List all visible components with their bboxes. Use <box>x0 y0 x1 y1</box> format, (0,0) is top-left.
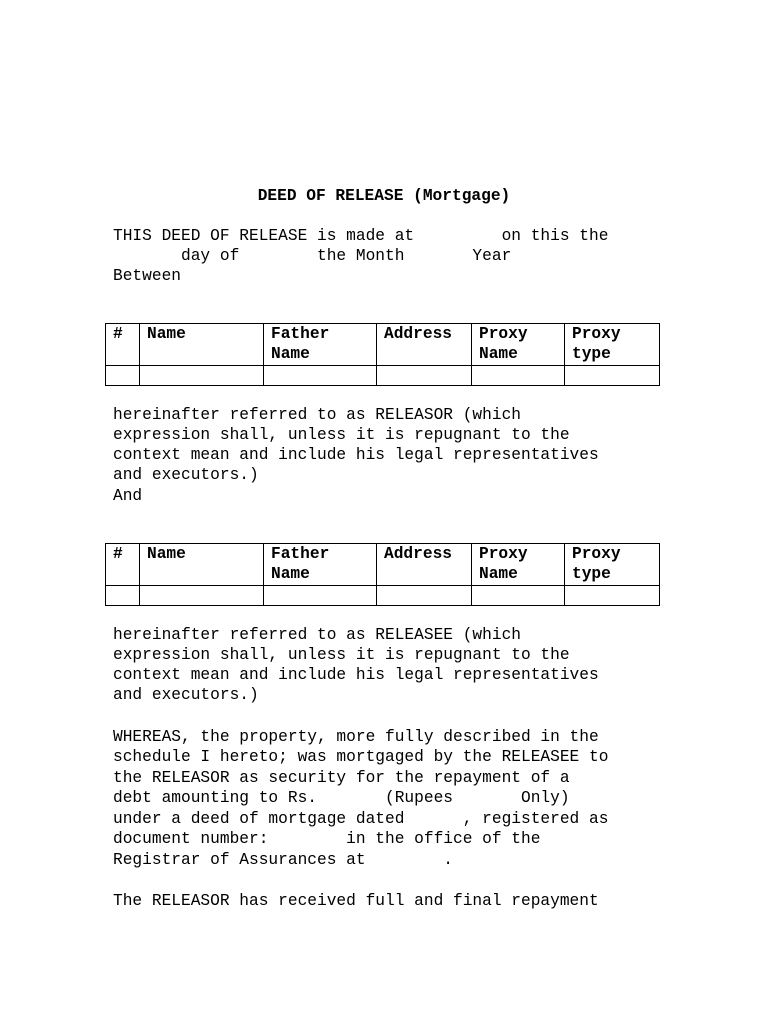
whereas-line-2: schedule I hereto; was mortgaged by the RELEASEE to <box>113 748 609 766</box>
header-name: Name <box>140 544 264 586</box>
whereas-line-1: WHEREAS, the property, more fully described in the <box>113 728 599 746</box>
releasee-line-2: expression shall, unless it is repugnant to the <box>113 646 570 664</box>
header-father-name: Father Name <box>264 544 377 586</box>
releasor-line-5: And <box>113 487 143 505</box>
empty-cell <box>264 586 377 606</box>
releasor-line-2: expression shall, unless it is repugnant to the <box>113 426 570 444</box>
empty-cell <box>140 366 264 386</box>
empty-cell <box>377 586 472 606</box>
final-line: The RELEASOR has received full and final repayment <box>113 892 599 910</box>
header-father-name: Father Name <box>264 324 377 366</box>
empty-cell <box>472 586 565 606</box>
empty-cell <box>565 366 660 386</box>
empty-cell <box>106 586 140 606</box>
header-proxy-type: Proxy type <box>565 324 660 366</box>
whereas-line-3: the RELEASOR as security for the repayment of a <box>113 769 570 787</box>
empty-cell <box>472 366 565 386</box>
header-address: Address <box>377 544 472 586</box>
empty-cell <box>565 586 660 606</box>
empty-cell <box>140 586 264 606</box>
releasee-line-4: and executors.) <box>113 686 259 704</box>
table-row <box>106 586 660 606</box>
releasor-table <box>105 323 660 386</box>
releasor-line-1: hereinafter referred to as RELEASOR (which <box>113 406 521 424</box>
whereas-line-4: debt amounting to Rs. (Rupees Only) <box>113 789 570 807</box>
empty-cell <box>106 366 140 386</box>
releasee-table-header-row <box>106 544 660 586</box>
intro-line-1: THIS DEED OF RELEASE is made at on this the <box>113 227 609 245</box>
header-proxy-name: Proxy Name <box>472 544 565 586</box>
empty-cell <box>264 366 377 386</box>
releasee-line-3: context mean and include his legal representatives <box>113 666 599 684</box>
releasor-line-3: context mean and include his legal representatives <box>113 446 599 464</box>
header-number: # <box>106 324 140 366</box>
header-number: # <box>106 544 140 586</box>
intro-line-3: Between <box>113 267 181 285</box>
document-title: DEED OF RELEASE (Mortgage) <box>257 187 511 205</box>
table-row <box>106 366 660 386</box>
releasee-table <box>105 543 660 606</box>
releasee-line-1: hereinafter referred to as RELEASEE (which <box>113 626 521 644</box>
header-proxy-name: Proxy Name <box>472 324 565 366</box>
header-address: Address <box>377 324 472 366</box>
releasor-table-header-row <box>106 324 660 366</box>
releasor-line-4: and executors.) <box>113 466 259 484</box>
empty-cell <box>377 366 472 386</box>
header-name: Name <box>140 324 264 366</box>
whereas-line-5: under a deed of mortgage dated , registered as <box>113 810 609 828</box>
whereas-line-7: Registrar of Assurances at . <box>113 851 453 869</box>
whereas-line-6: document number: in the office of the <box>113 830 541 848</box>
header-proxy-type: Proxy type <box>565 544 660 586</box>
intro-line-2: day of the Month Year <box>113 247 512 265</box>
